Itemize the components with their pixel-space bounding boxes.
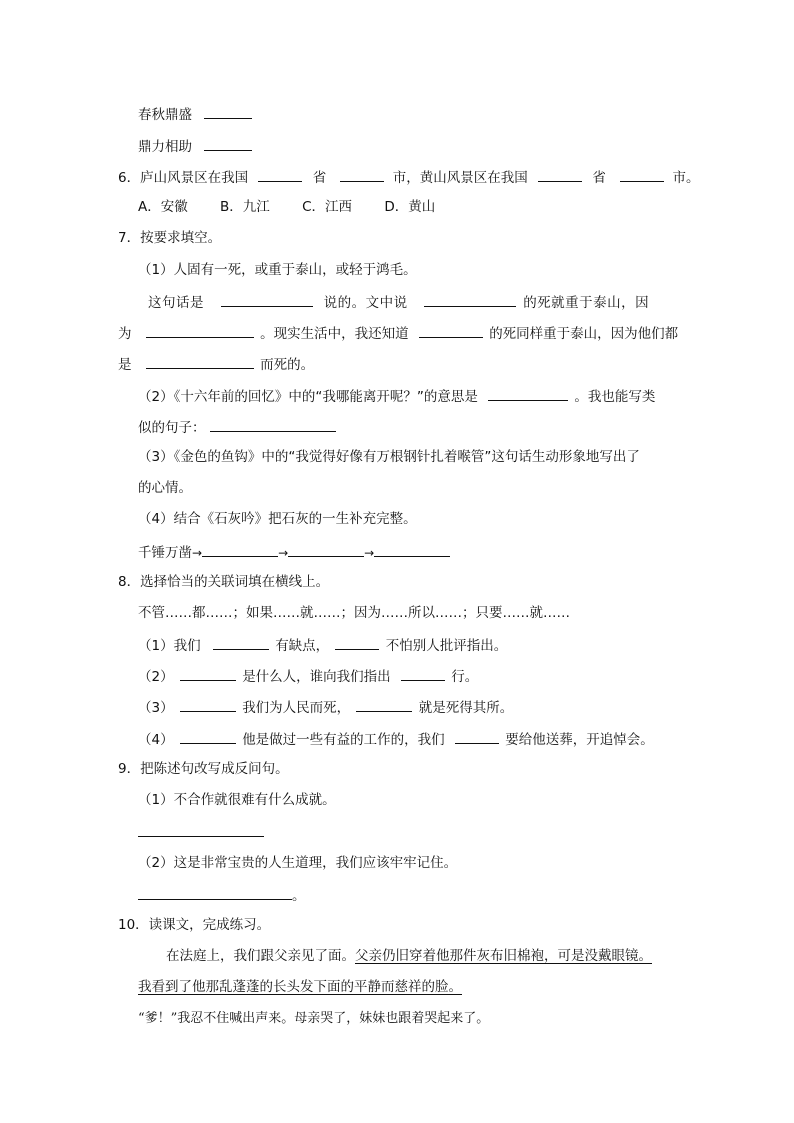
- q7-item-1: （1）人固有一死，或重于泰山，或轻于鸿毛。: [138, 262, 417, 278]
- q7-item-1-line-d: 是 而死的。: [118, 354, 314, 374]
- q9-item-2-answer: 。: [138, 885, 306, 905]
- answer-blank[interactable]: [180, 697, 236, 712]
- question-6: 6．庐山风景区在我国 省 市，黄山风景区在我国 省 市。: [118, 167, 699, 187]
- question-7-title: 7．按要求填空。: [118, 230, 222, 246]
- option-d[interactable]: D．黄山: [384, 199, 436, 215]
- q8-item-3: （3） 我们为人民而死， 就是死得其所。: [138, 697, 513, 717]
- q7-item-3-line-b: 的心情。: [138, 480, 192, 496]
- answer-blank[interactable]: [202, 542, 278, 557]
- answer-blank[interactable]: [424, 292, 516, 307]
- arrow-icon: →: [364, 546, 375, 560]
- q8-word-bank: 不管……都……；如果……就……；因为……所以……；只要……就……: [138, 605, 570, 621]
- arrow-icon: →: [192, 546, 203, 560]
- q7-item-3: （3）《金色的鱼钩》中的“我觉得好像有万根钢针扎着喉管”这句话生动形象地写出了: [138, 449, 640, 465]
- answer-blank[interactable]: [213, 635, 269, 650]
- q7-item-4: （4）结合《石灰吟》把石灰的一生补充完整。: [138, 511, 417, 527]
- answer-blank[interactable]: [488, 386, 568, 401]
- passage-line-3: “爹！”我忍不住喊出声来。母亲哭了，妹妹也跟着哭起来了。: [138, 1011, 490, 1026]
- q7-item-2: （2）《十六年前的回忆》中的“我哪能离开呢？”的意思是 。我也能写类: [138, 386, 655, 406]
- question-8-title: 8．选择恰当的关联词填在横线上。: [118, 574, 330, 590]
- underlined-sentence: 父亲仍旧穿着他那件灰布旧棉袍，可是没戴眼镜。: [355, 948, 652, 964]
- passage-line-1: 在法庭上，我们跟父亲见了面。父亲仍旧穿着他那件灰布旧棉袍，可是没戴眼镜。: [166, 948, 652, 964]
- answer-blank[interactable]: [455, 729, 499, 744]
- answer-blank[interactable]: [146, 323, 254, 338]
- arrow-icon: →: [278, 546, 289, 560]
- q9-item-1-answer: [138, 822, 264, 842]
- answer-blank[interactable]: [138, 885, 292, 900]
- q7-item-4-chain: 千锤万凿→ → →: [138, 542, 450, 562]
- q8-item-4: （4） 他是做过一些有益的工作的，我们 要给他送葬，开追悼会。: [138, 729, 654, 749]
- answer-blank[interactable]: [204, 104, 252, 119]
- answer-blank[interactable]: [288, 542, 364, 557]
- q7-item-2-line-b: 似的句子：: [138, 417, 336, 437]
- answer-blank[interactable]: [335, 635, 379, 650]
- idiom-text: 春秋鼎盛: [138, 107, 192, 123]
- option-c[interactable]: C．江西: [302, 199, 353, 215]
- answer-blank[interactable]: [340, 167, 384, 182]
- answer-blank[interactable]: [210, 417, 336, 432]
- idiom-text: 鼎力相助: [138, 139, 192, 155]
- answer-blank[interactable]: [374, 542, 450, 557]
- q8-item-2: （2） 是什么人，谁向我们指出 行。: [138, 666, 478, 686]
- option-a[interactable]: A．安徽: [138, 199, 188, 215]
- question-10-title: 10．读课文，完成练习。: [118, 917, 271, 933]
- answer-blank[interactable]: [401, 666, 445, 681]
- q7-item-1-line-b: 这句话是 说的。文中说 的死就重于泰山，因: [148, 292, 649, 312]
- passage-line-2: [138, 978, 462, 996]
- q9-item-1: （1）不合作就很难有什么成就。: [138, 792, 336, 808]
- answer-blank[interactable]: [180, 729, 236, 744]
- question-6-options: [138, 198, 463, 216]
- answer-blank[interactable]: [356, 697, 412, 712]
- answer-blank[interactable]: [221, 292, 313, 307]
- idiom-dingli-line: [138, 136, 252, 156]
- q7-item-1-line-c: 为 。现实生活中，我还知道 的死同样重于泰山，因为他们都: [118, 323, 678, 343]
- idiom-chunqiu-line: [138, 104, 252, 124]
- answer-blank[interactable]: [146, 354, 254, 369]
- answer-blank[interactable]: [138, 822, 264, 837]
- answer-blank[interactable]: [419, 323, 483, 338]
- q9-item-2: （2）这是非常宝贵的人生道理，我们应该牢牢记住。: [138, 855, 458, 871]
- answer-blank[interactable]: [620, 167, 664, 182]
- answer-blank[interactable]: [538, 167, 582, 182]
- underlined-sentence: 我看到了他那乱蓬蓬的长头发下面的平静而慈祥的脸。: [138, 979, 462, 995]
- option-b[interactable]: B．九江: [220, 199, 270, 215]
- answer-blank[interactable]: [204, 136, 252, 151]
- question-9-title: 9．把陈述句改写成反问句。: [118, 761, 289, 777]
- answer-blank[interactable]: [258, 167, 302, 182]
- answer-blank[interactable]: [180, 666, 236, 681]
- q8-item-1: （1）我们 有缺点， 不怕别人批评指出。: [138, 635, 507, 655]
